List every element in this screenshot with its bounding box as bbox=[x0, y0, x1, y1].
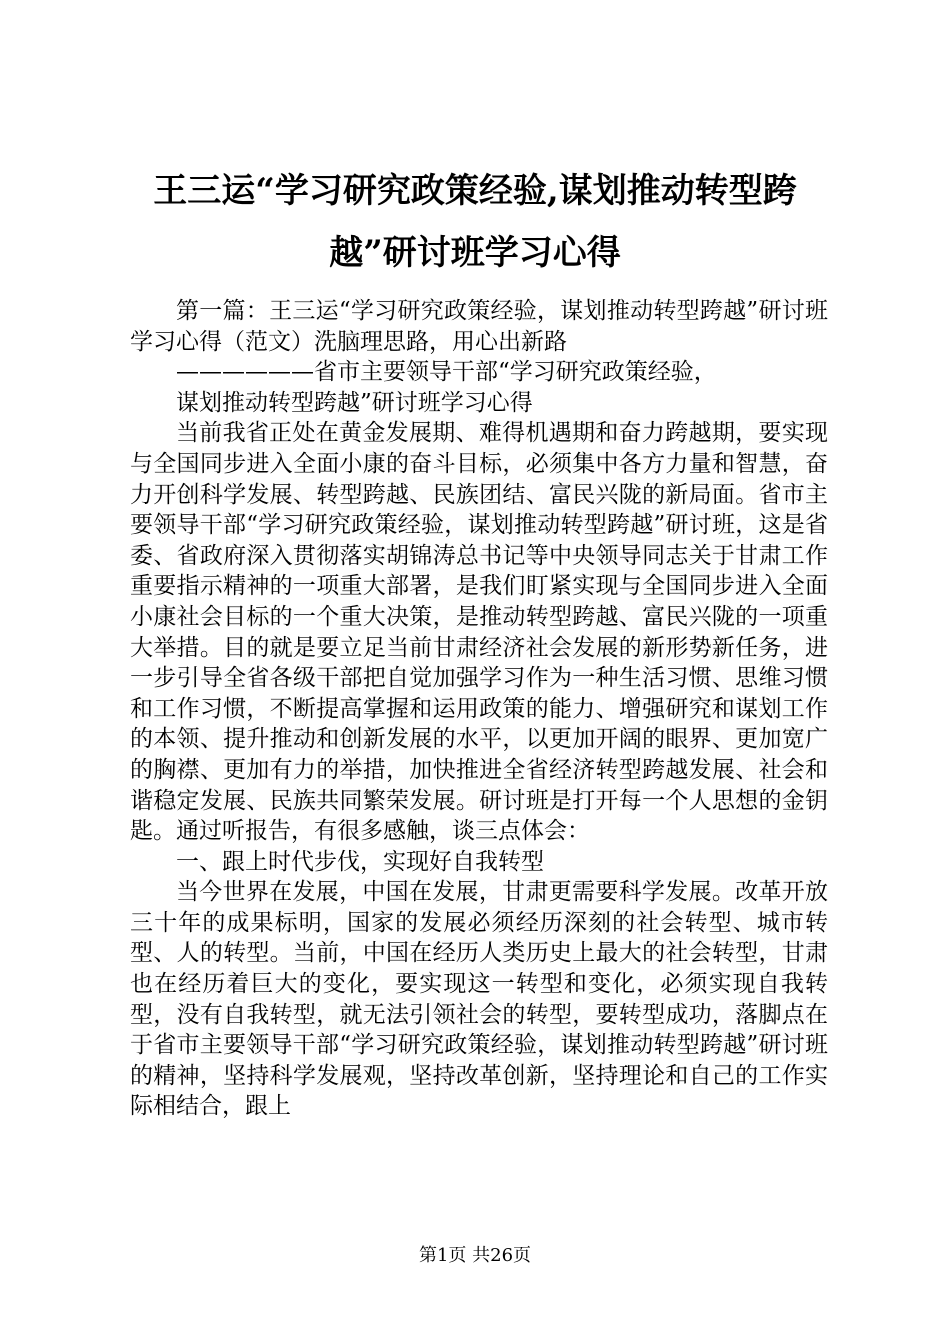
paragraph-subtitle-line-2: 谋划推动转型跨越”研讨班学习心得 bbox=[176, 389, 533, 416]
section-heading-1: 一、跟上时代步伐，实现好自我转型 bbox=[176, 848, 544, 875]
paragraph-main-2: 当今世界在发展，中国在发展，甘肃更需要科学发展。改革开放三十年的成果标明，国家的发展必须经历深刻的社会转型、城市转型、人的转型。当前，中国在经历人类历史上最大的社会转型，甘肃也在经历着巨大的变化，要实现这一转型和变化，必须实现自我转型，没有自我转型，就无法引领社会的转型，要转型成功，落脚点在于省市主要领导干部“学习研究政策经验，谋划推动转型跨越”研讨班的精神，坚持科学发展观，坚持改革创新，坚持理论和自己的工作实际相结合，跟上 bbox=[130, 879, 828, 1120]
paragraph-subtitle-line-1: ——————省市主要领导干部“学习研究政策经验， bbox=[176, 359, 717, 386]
page-number-footer: 第1页 共26页 bbox=[418, 1245, 532, 1266]
paragraph-intro: 第一篇：王三运“学习研究政策经验，谋划推动转型跨越”研讨班学习心得（范文）洗脑理思路，用心出新路 bbox=[130, 298, 828, 355]
paragraph-main-1: 当前我省正处在黄金发展期、难得机遇期和奋力跨越期，要实现与全国同步进入全面小康的奋斗目标，必须集中各方力量和智慧，奋力开创科学发展、转型跨越、民族团结、富民兴陇的新局面。省市主要领导干部“学习研究政策经验，谋划推动转型跨越”研讨班，这是省委、省政府深入贯彻落实胡锦涛总书记等中央领导同志关于甘肃工作重要指示精神的一项重大部署，是我们盯紧实现与全国同步进入全面小康社会目标的一个重大决策，是推动转型跨越、富民兴陇的一项重大举措。目的就是要立足当前甘肃经济社会发展的新形势新任务，进一步引导全省各级干部把自觉加强学习作为一种生活习惯、思维习惯和工作习惯，不断提高掌握和运用政策的能力、增强研究和谋划工作的本领、提升推动和创新发展的水平，以更加开阔的眼界、更加宽广的胸襟、更加有力的举措，加快推进全省经济转型跨越发展、社会和谐稳定发展、民族共同繁荣发展。研讨班是打开每一个人思想的金钥匙。通过听报告，有很多感触，谈三点体会： bbox=[130, 420, 828, 845]
document-title: 王三运“学习研究政策经验,谋划推动转型跨越”研讨班学习心得 bbox=[153, 171, 797, 273]
document-body bbox=[130, 296, 828, 1122]
